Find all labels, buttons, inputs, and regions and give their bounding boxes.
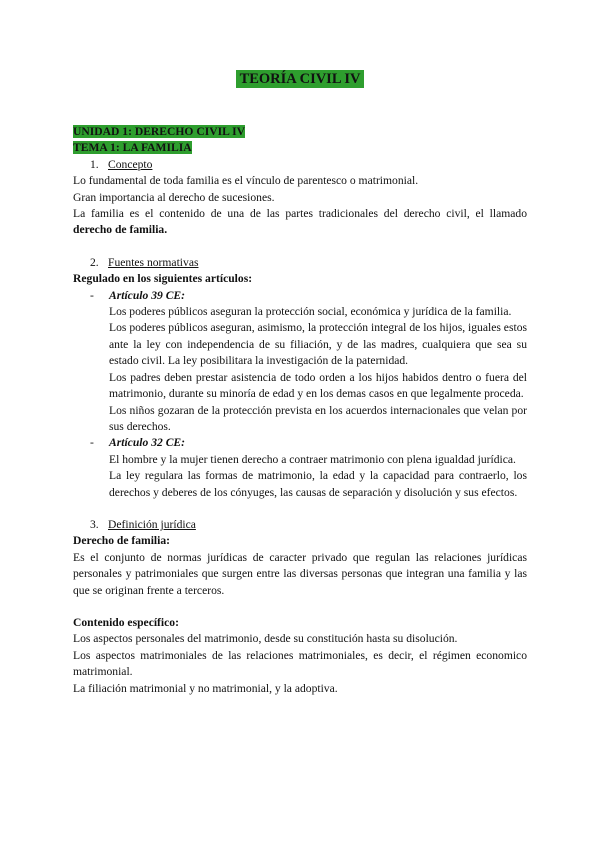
article-39-item: - Artículo 39 CE: Los poderes públicos aseguran la protección social, económica y jurídica de la familia. Los poderes públicos aseguran, asimismo, la protección integral de los hijos, iguales estos ante la ley con independencia de su filiación, y de las madres, cualquiera que sea su estado civil. La ley posibilitara la investigación de la paternidad. Los padres deben prestar asistencia de todo orden a los hijos habidos dentro o fuera del matrimonio, durante su minoría de edad y en los demas casos en que legalmente proceda. Los niños gozaran de la protección prevista en los acuerdos internacionales que velan por sus derechos. [73, 288, 527, 436]
subheading: Derecho de familia: [73, 534, 171, 548]
paragraph: Los poderes públicos aseguran, asimismo, la protección integral de los hijos, iguales estos ante la ley con independencia de su filiación, y de las madres, cualquiera que sea su estado civil. La ley posibilitara la investigación de la paternidad. [109, 321, 527, 368]
article-39-label: Artículo 39 CE: [109, 288, 186, 302]
paragraph: Los padres deben prestar asistencia de todo orden a los hijos habidos dentro o fuera del matrimonio, durante su minoría de edad y en los demas casos en que legalmente proceda. [109, 370, 527, 401]
paragraph: El hombre y la mujer tienen derecho a contraer matrimonio con plena igualdad jurídica. [109, 452, 516, 466]
document-body [73, 124, 527, 697]
paragraph: La ley regulara las formas de matrimonio, la edad y la capacidad para contraerlo, los derechos y deberes de los cónyuges, las causas de separación y disolución y sus efectos. [109, 469, 527, 499]
section-1-heading: 1. Concepto [90, 157, 153, 171]
tema-heading: TEMA 1: LA FAMILIA [73, 141, 192, 155]
unit-heading: UNIDAD 1: DERECHO CIVIL IV [73, 125, 245, 138]
paragraph: La filiación matrimonial y no matrimonial, y la adoptiva. [73, 681, 338, 695]
paragraph: La familia es el contenido de una de las partes tradicionales del derecho civil, el llamado derecho de familia. [73, 207, 527, 237]
section-3-heading: 3. Definición jurídica [90, 517, 196, 531]
section-2-intro: Regulado en los siguientes artículos: [73, 272, 253, 286]
subheading: Contenido específico: [73, 615, 179, 629]
paragraph: Es el conjunto de normas jurídicas de caracter privado que regulan las relaciones jurídicas personales y patrimoniales que surgen entre las diversas personas que integran una familia y las que se originan frente a terceros. [73, 550, 527, 597]
paragraph: Los aspectos personales del matrimonio, desde su constitución hasta su disolución. [73, 632, 458, 646]
paragraph: Los poderes públicos aseguran la protección social, económica y jurídica de la familia. [109, 305, 512, 319]
section-2-heading: 2. Fuentes normativas [90, 255, 199, 269]
paragraph: Gran importancia al derecho de sucesiones. [73, 190, 275, 204]
article-32-label: Artículo 32 CE: [109, 436, 186, 450]
paragraph: Los aspectos matrimoniales de las relaciones matrimoniales, es decir, el régimen economico matrimonial. [73, 648, 527, 679]
paragraph: Los niños gozaran de la protección prevista en los acuerdos internacionales que velan por sus derechos. [109, 403, 527, 433]
document-title: TEORÍA CIVIL IV [0, 71, 600, 88]
article-32-item: - Artículo 32 CE: El hombre y la mujer tienen derecho a contraer matrimonio con plena igualdad jurídica. La ley regulara las formas de matrimonio, la edad y la capacidad para contraerlo, los derechos y deberes de los cónyuges, las causas de separación y disolución y sus efectos. [73, 435, 527, 501]
paragraph: Lo fundamental de toda familia es el vínculo de parentesco o matrimonial. [73, 174, 419, 188]
